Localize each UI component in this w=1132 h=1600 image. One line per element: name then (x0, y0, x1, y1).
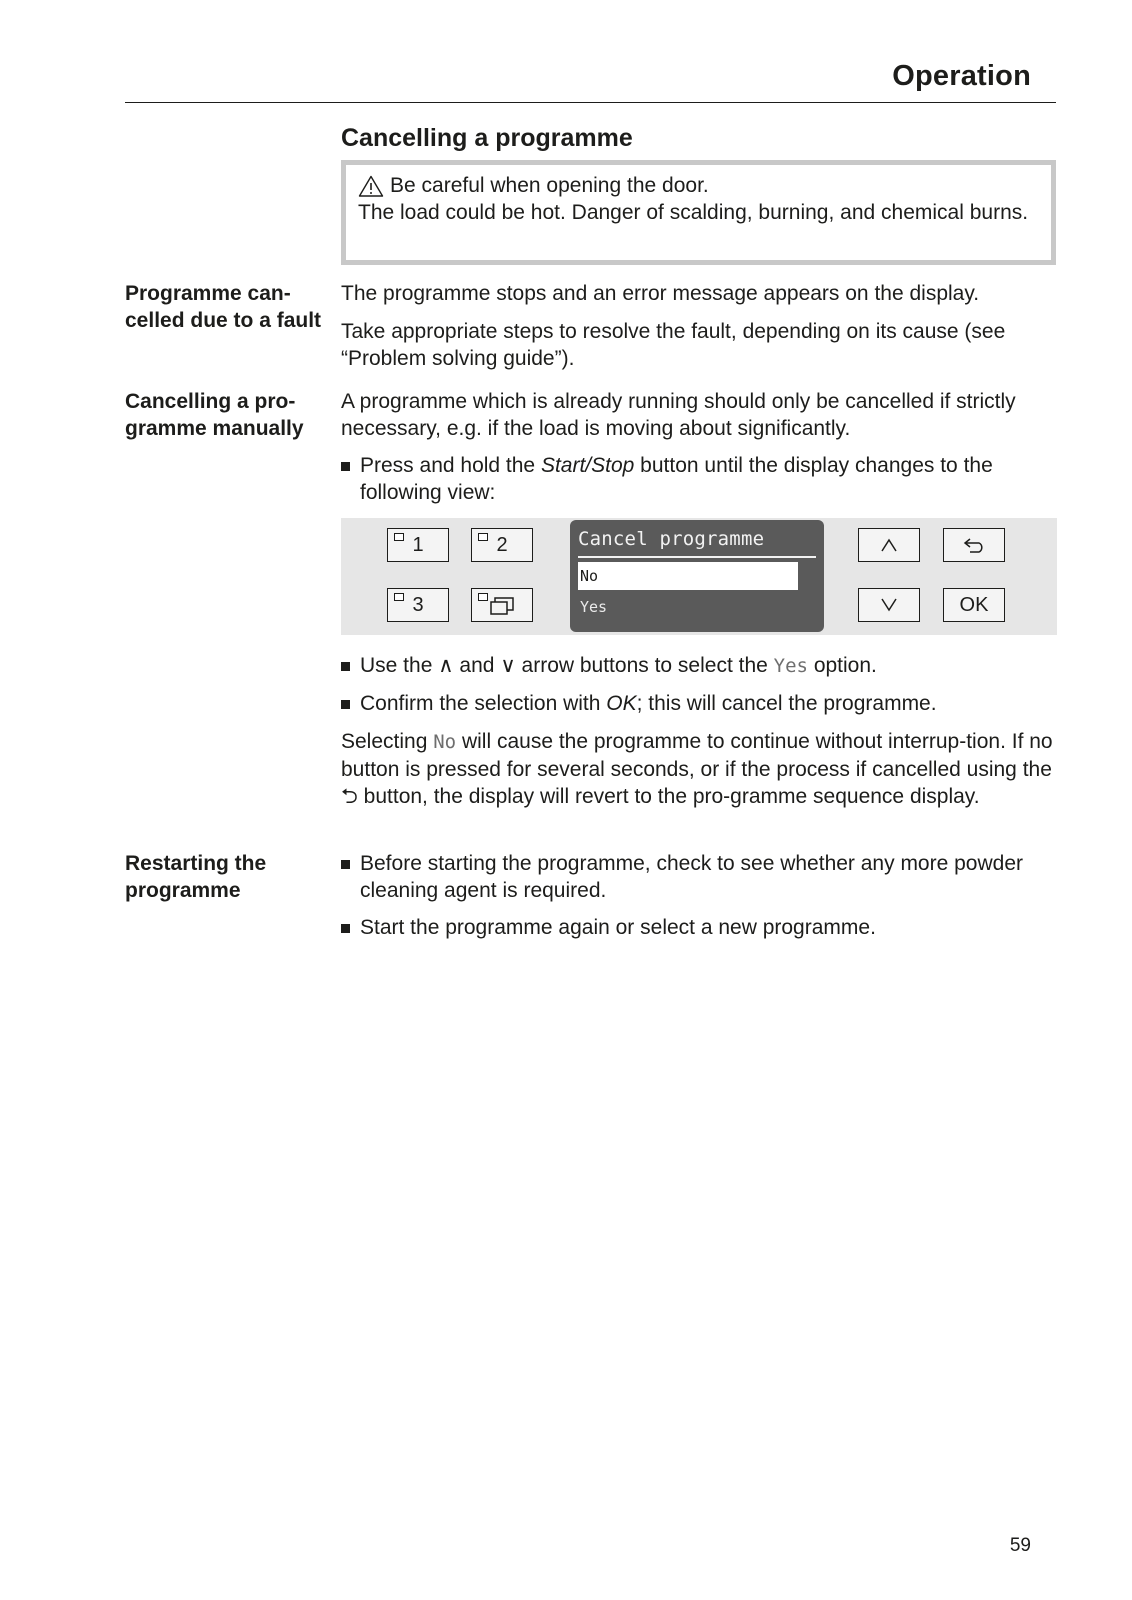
bullet-marker (341, 452, 360, 506)
text: ; this will cancel the programme. (636, 692, 937, 715)
back-arrow-icon: ⮌ (341, 785, 358, 808)
key-label: 1 (412, 533, 424, 556)
start-stop-label: Start/Stop (540, 454, 635, 477)
bullet-marker (341, 914, 360, 941)
key-label: 3 (412, 593, 424, 616)
led-indicator (478, 533, 488, 541)
key-1[interactable] (387, 528, 449, 562)
up-button[interactable] (858, 528, 920, 562)
down-arrow-icon (879, 597, 899, 613)
key-label: OK (959, 593, 989, 616)
select-bullet (341, 652, 1061, 680)
confirm-bullet (341, 690, 1061, 717)
key-3[interactable] (387, 588, 449, 622)
led-indicator (394, 593, 404, 601)
page-header-title: Operation (892, 60, 1031, 92)
display-option-no[interactable]: No (578, 562, 798, 590)
page-number: 59 (1009, 1535, 1031, 1556)
text: Selecting (341, 730, 434, 753)
warning-line-2: The load could be hot. Danger of scalding, burning, and chemical burns. (358, 201, 1029, 224)
text: Use the (360, 654, 439, 677)
restart-bullet-2 (341, 914, 1061, 941)
text: button until the display changes to the following view: (360, 454, 993, 504)
led-indicator (478, 593, 488, 601)
led-indicator (394, 533, 404, 541)
text: option. (807, 654, 877, 677)
fault-paragraph-1: The programme stops and an error message appears on the display. (341, 282, 980, 305)
yes-display-text: Yes (773, 655, 808, 677)
display-title: Cancel programme (578, 526, 816, 558)
bullet-marker (341, 690, 360, 717)
selecting-no-paragraph (341, 728, 1061, 810)
key-label: 2 (496, 533, 508, 556)
down-button[interactable] (858, 588, 920, 622)
text: Confirm the selection with (360, 692, 607, 715)
key-2[interactable] (471, 528, 533, 562)
no-display-text: No (433, 731, 457, 753)
warning-box (341, 160, 1056, 265)
down-arrow-icon: ∨ (500, 654, 516, 677)
warning-triangle-icon (358, 175, 384, 197)
bullet-marker (341, 652, 360, 680)
up-arrow-icon: ∧ (438, 654, 454, 677)
restart-bullet-1 (341, 850, 1061, 904)
text: arrow buttons to select the (515, 654, 774, 677)
display-option-yes[interactable]: Yes (580, 598, 608, 616)
manual-paragraph-1: A programme which is already running should only be cancelled if strictly necessary, e.g. if the load is moving about significantly. (341, 390, 1016, 440)
side-heading-restart: Restarting the programme (125, 852, 267, 902)
ok-label: OK (606, 692, 637, 715)
side-heading-fault: Programme can-celled due to a fault (125, 282, 322, 332)
windows-icon (488, 594, 516, 616)
bullet-marker (341, 850, 360, 904)
text: button, the display will revert to the pro-gramme sequence display. (357, 785, 980, 808)
key-windows[interactable] (471, 588, 533, 622)
up-arrow-icon (879, 537, 899, 553)
device-display (570, 520, 824, 632)
back-button[interactable] (943, 528, 1005, 562)
manual-bullet-1 (341, 452, 1061, 506)
header-divider (125, 102, 1056, 103)
warning-line-1: Be careful when opening the door. (390, 174, 709, 197)
side-heading-manual: Cancelling a pro-gramme manually (125, 390, 304, 440)
text: Before starting the programme, check to see whether any more powder cleaning agent is required. (360, 852, 1023, 902)
text: will cause the programme to continue without interrup-tion. If no button is pressed for several seconds, or if the process if cancelled using the (341, 730, 1053, 781)
section-title: Cancelling a programme (341, 124, 633, 152)
back-arrow-icon (962, 536, 986, 554)
ok-button[interactable] (943, 588, 1005, 622)
control-panel-illustration (341, 518, 1057, 635)
text: Press and hold the (360, 454, 541, 477)
fault-paragraph-2: Take appropriate steps to resolve the fault, depending on its cause (see “Problem solving guide”). (341, 320, 1006, 370)
text: and (453, 654, 501, 677)
text: Start the programme again or select a new programme. (360, 916, 876, 939)
